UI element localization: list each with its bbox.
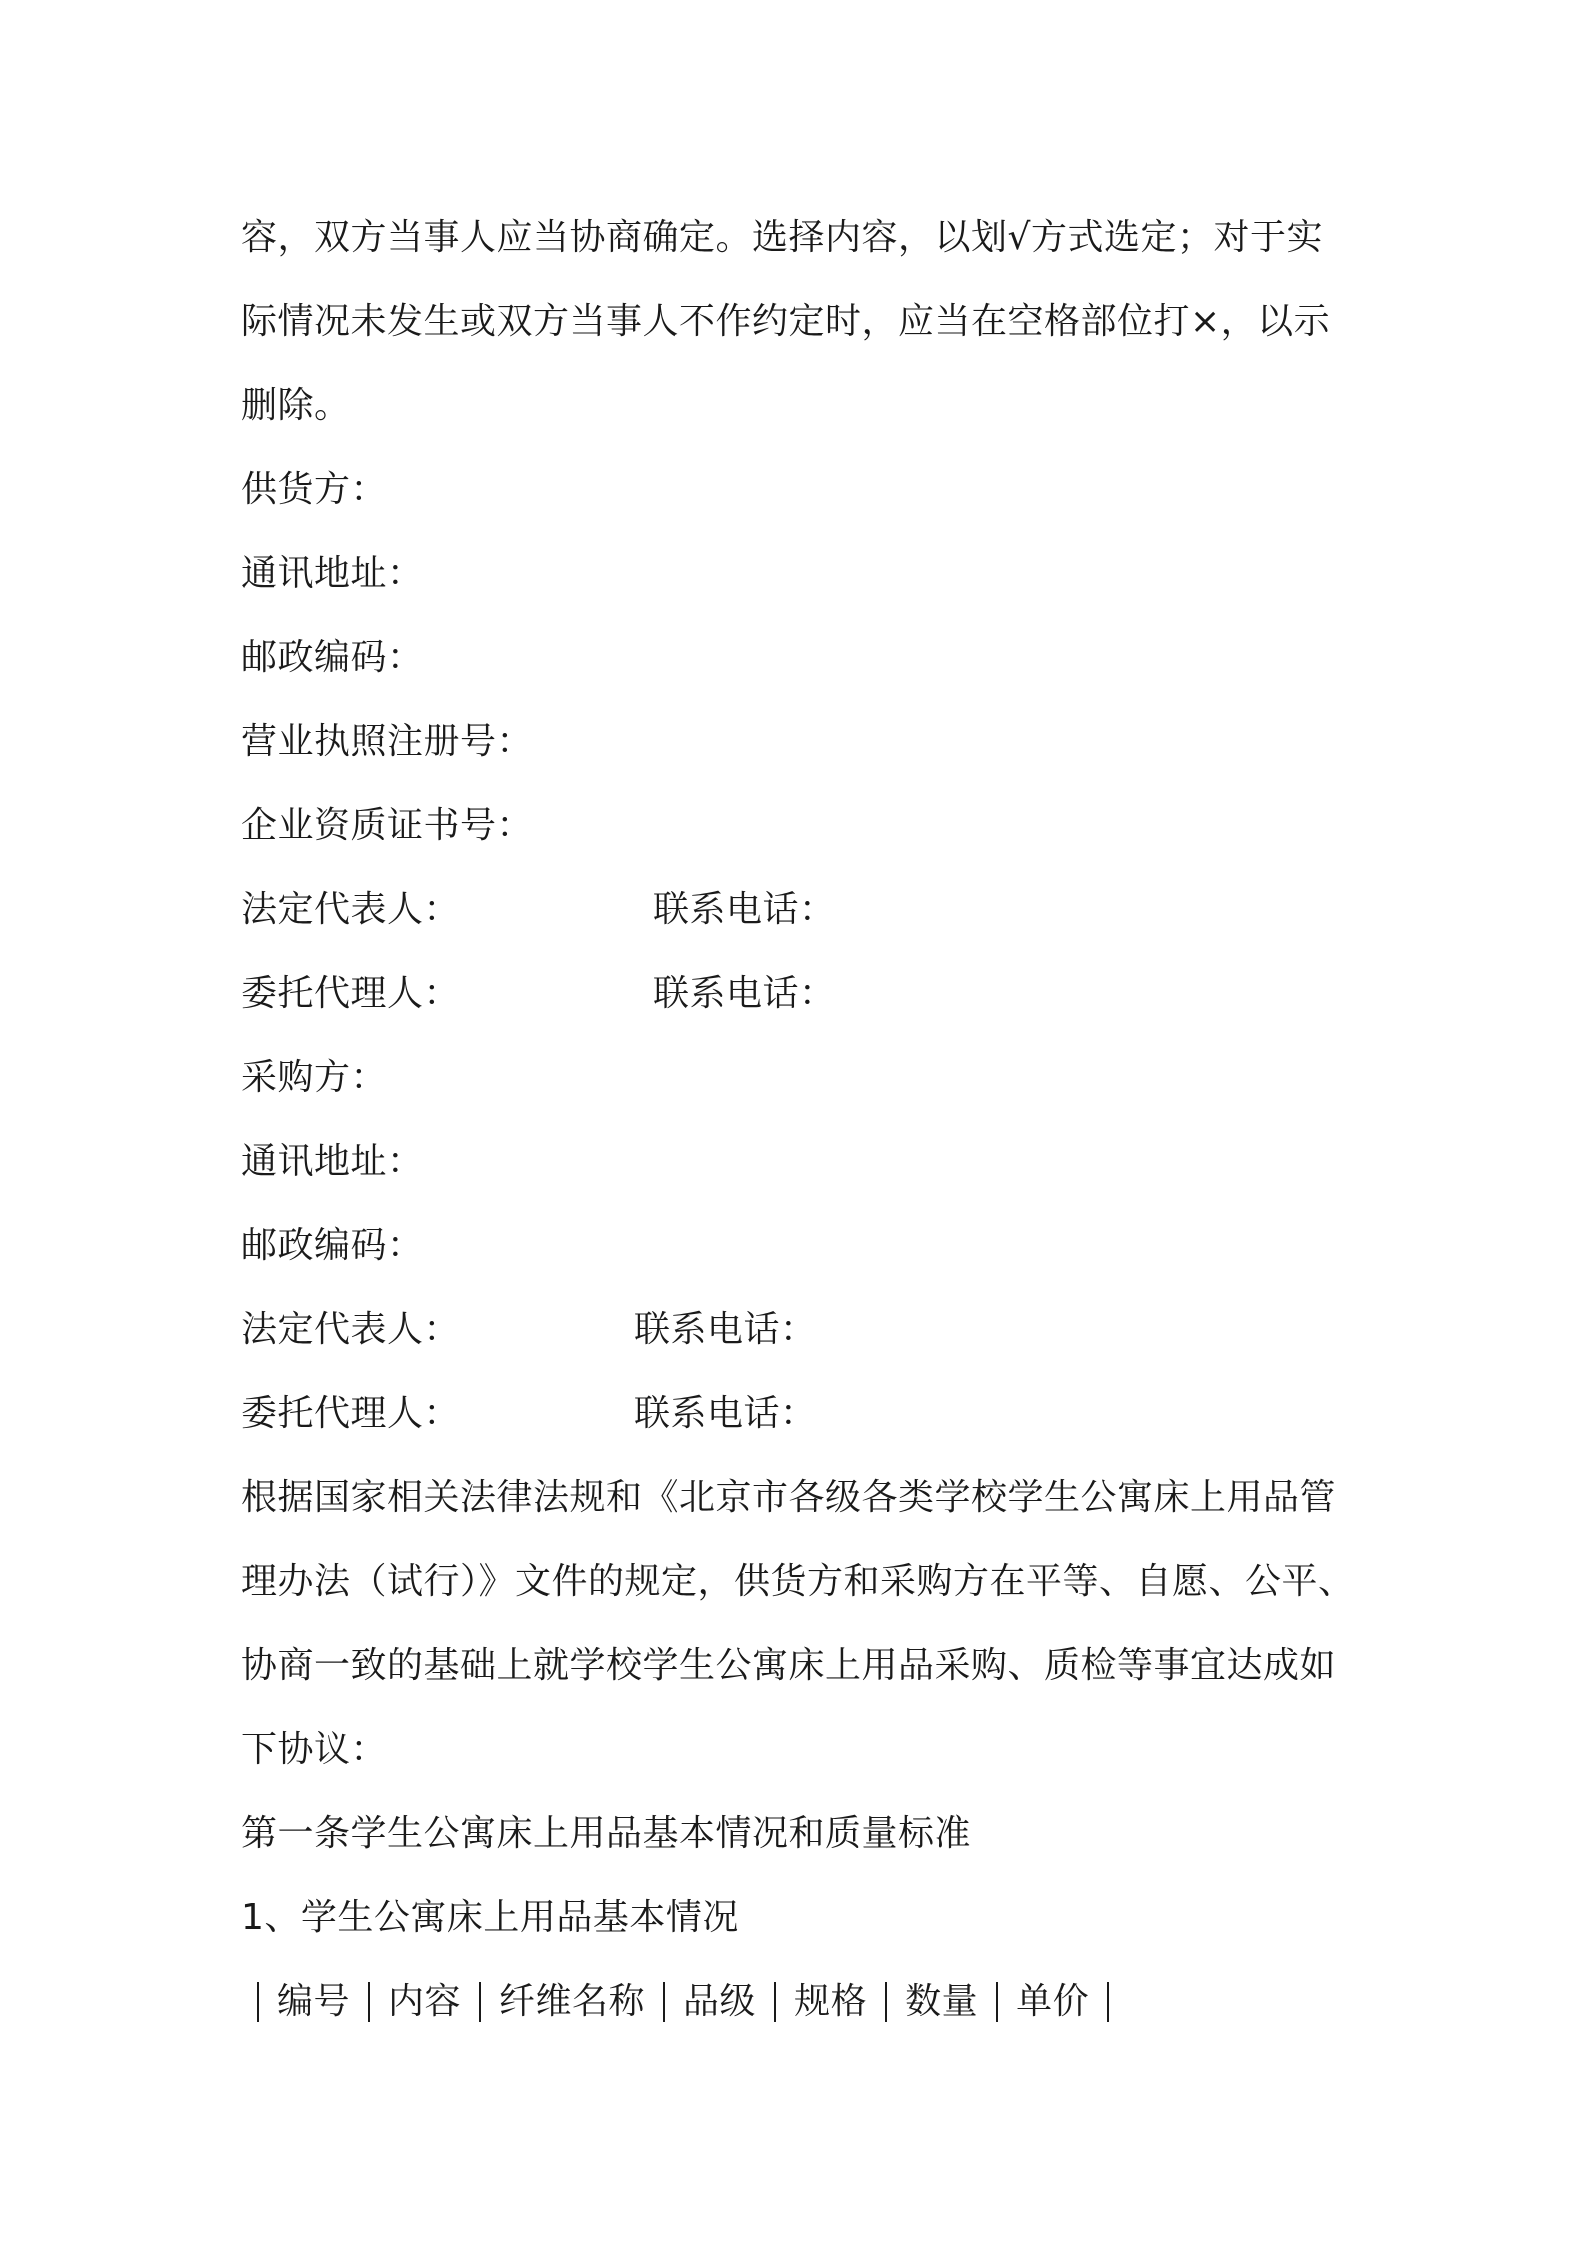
column-divider	[1107, 1982, 1109, 2022]
table-header-cell: 品级	[683, 1981, 757, 2022]
table-header-row	[241, 1960, 1371, 2044]
supplier-agent-phone-label: 联系电话：	[653, 973, 836, 1014]
intro-line-3: 删除。	[241, 385, 351, 426]
intro-line-2: 际情况未发生或双方当事人不作约定时，应当在空格部位打×，以示	[241, 301, 1331, 342]
supplier-agent-row	[241, 952, 1371, 1036]
column-divider	[257, 1982, 259, 2022]
basis-line-3: 协商一致的基础上就学校学生公寓床上用品采购、质检等事宜达成如	[241, 1645, 1337, 1686]
purchaser-legal-rep-row	[241, 1288, 1371, 1372]
supplier-postcode-label: 邮政编码：	[241, 637, 424, 678]
column-divider	[774, 1982, 776, 2022]
table-header-cell: 规格	[794, 1981, 868, 2022]
supplier-agent-label: 委托代理人：	[241, 973, 461, 1014]
supplier-address-label: 通讯地址：	[241, 553, 424, 594]
basis-line-1: 根据国家相关法律法规和《北京市各级各类学校学生公寓床上用品管	[241, 1477, 1337, 1518]
column-divider	[479, 1982, 481, 2022]
column-divider	[996, 1982, 998, 2022]
supplier-license-label: 营业执照注册号：	[241, 721, 534, 762]
table-header-cell: 纤维名称	[499, 1981, 646, 2022]
purchaser-party-label: 采购方：	[241, 1057, 388, 1098]
supplier-legal-rep-row	[241, 868, 1371, 952]
supplier-legal-rep-label: 法定代表人：	[241, 889, 461, 930]
column-divider	[663, 1982, 665, 2022]
column-divider	[368, 1982, 370, 2022]
table-header-cell: 单价	[1016, 1981, 1090, 2022]
basis-line-4: 下协议：	[241, 1729, 388, 1770]
basis-line-2: 理办法（试行）》文件的规定，供货方和采购方在平等、自愿、公平、	[241, 1561, 1355, 1602]
purchaser-address-label: 通讯地址：	[241, 1141, 424, 1182]
table-header-cell: 编号	[277, 1981, 351, 2022]
document-body	[241, 196, 1371, 2044]
purchaser-agent-phone-label: 联系电话：	[634, 1393, 817, 1434]
table-header-cell: 内容	[388, 1981, 462, 2022]
intro-line-1: 容，双方当事人应当协商确定。选择内容，以划√方式选定；对于实	[241, 217, 1323, 258]
supplier-legal-rep-phone-label: 联系电话：	[653, 889, 836, 930]
section-1-title: 1、学生公寓床上用品基本情况	[241, 1897, 739, 1938]
purchaser-agent-row	[241, 1372, 1371, 1456]
table-header-cell: 数量	[905, 1981, 979, 2022]
supplier-qualification-label: 企业资质证书号：	[241, 805, 534, 846]
purchaser-agent-label: 委托代理人：	[241, 1393, 461, 1434]
purchaser-legal-rep-phone-label: 联系电话：	[634, 1309, 817, 1350]
purchaser-postcode-label: 邮政编码：	[241, 1225, 424, 1266]
supplier-party-label: 供货方：	[241, 469, 388, 510]
purchaser-legal-rep-label: 法定代表人：	[241, 1309, 461, 1350]
article-1-title: 第一条学生公寓床上用品基本情况和质量标准	[241, 1813, 972, 1854]
column-divider	[885, 1982, 887, 2022]
